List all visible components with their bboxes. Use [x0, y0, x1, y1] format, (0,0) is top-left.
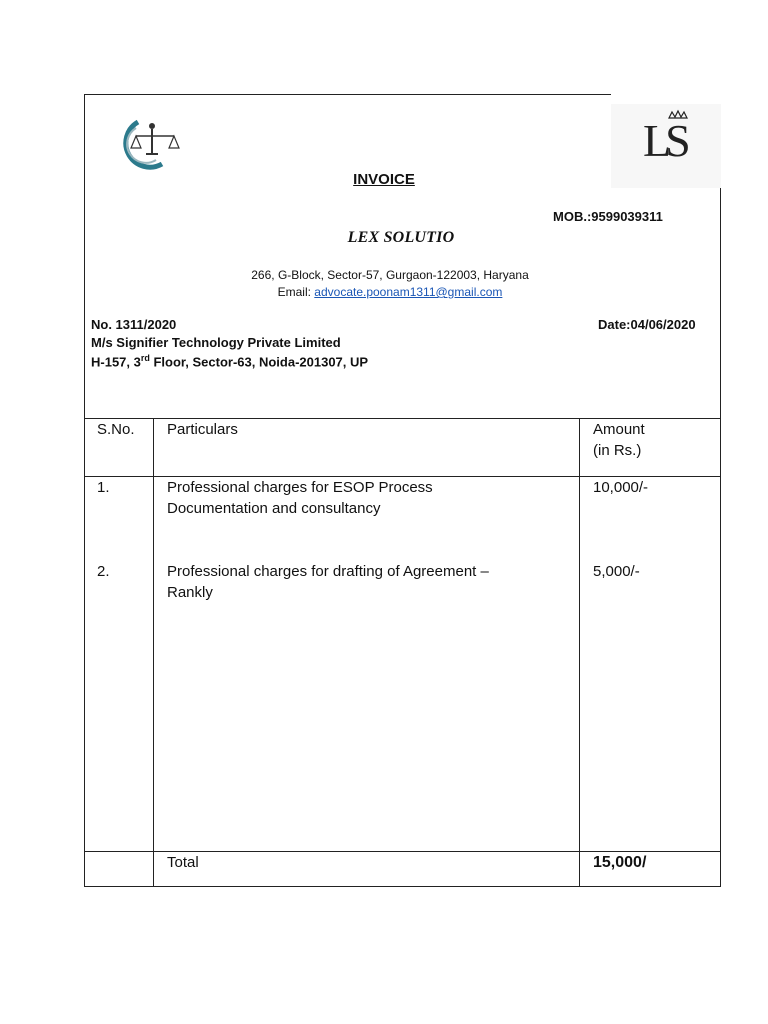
mobile-number: MOB.:9599039311	[553, 209, 663, 224]
table-col-divider-1	[153, 418, 154, 887]
header-sno: S.No.	[97, 421, 135, 438]
client-address-pre: H-157, 3	[91, 354, 141, 370]
firm-name: LEX SOLUTIO	[347, 229, 455, 246]
email-link[interactable]: advocate.poonam1311@gmail.com	[314, 285, 503, 299]
row-2-amount: 5,000/-	[593, 563, 640, 580]
table-col-divider-2	[579, 418, 580, 887]
header-particulars: Particulars	[167, 421, 238, 438]
row-1-amount: 10,000/-	[593, 479, 649, 496]
row-1-particulars	[167, 477, 433, 519]
row-1-sno: 1.	[97, 479, 110, 496]
client-address-post: Floor, Sector-63, Noida-201307, UP	[149, 354, 369, 370]
row-1-line2: Documentation and consultancy	[167, 500, 381, 517]
client-address-sup: rd	[140, 353, 150, 363]
client-name: M/s Signifier Technology Private Limited	[91, 335, 341, 350]
frame-top	[84, 94, 611, 95]
row-1-line1: Professional charges for ESOP Process	[167, 479, 433, 496]
total-amount: 15,000/	[593, 854, 647, 871]
frame-left	[84, 94, 85, 887]
invoice-date: Date:04/06/2020	[598, 317, 696, 332]
total-label: Total	[167, 854, 199, 871]
invoice-number: No. 1311/2020	[91, 317, 177, 332]
row-2-particulars	[167, 561, 489, 603]
email-label: Email:	[277, 285, 315, 299]
justice-scale-logo	[118, 114, 182, 170]
row-2-sno: 2.	[97, 563, 110, 580]
email-line	[0, 285, 768, 299]
invoice-title: INVOICE	[353, 171, 415, 188]
client-address	[91, 353, 368, 369]
row-2-line1: Professional charges for drafting of Agreement –	[167, 563, 489, 580]
header-amount-line1: Amount	[593, 421, 645, 438]
header-amount	[593, 419, 645, 461]
firm-address: 266, G-Block, Sector-57, Gurgaon-122003, Haryana	[251, 268, 529, 282]
logo-monogram-text: LS	[643, 115, 685, 166]
row-2-line2: Rankly	[167, 584, 213, 601]
frame-bottom	[84, 886, 721, 887]
header-amount-line2: (in Rs.)	[593, 442, 642, 459]
